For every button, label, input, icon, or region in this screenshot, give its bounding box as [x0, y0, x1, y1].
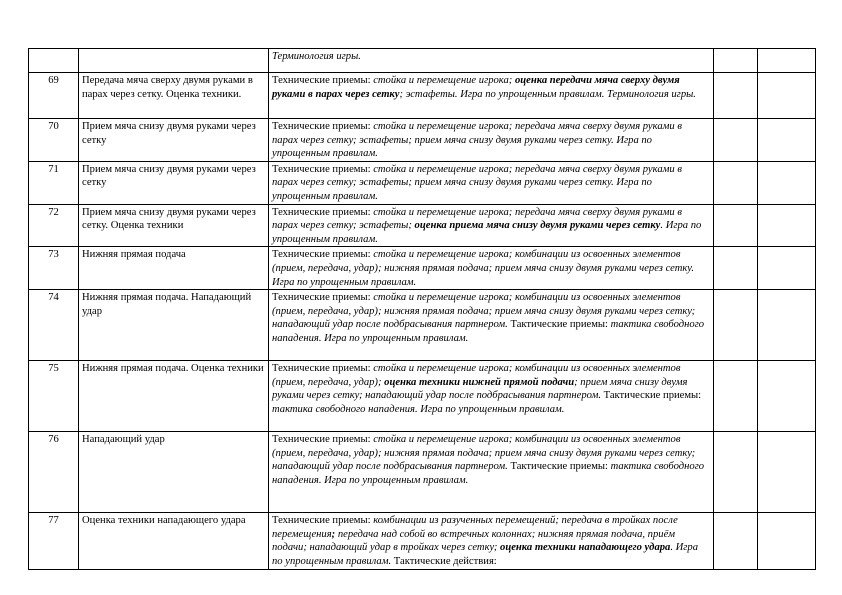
content-text-segment: Технические приемы:	[272, 163, 374, 175]
content-text-segment: . Игра по упрощенным правилам.	[272, 220, 702, 245]
lesson-number	[29, 49, 79, 73]
content-text-segment: Тактические приемы:	[603, 390, 702, 402]
content-text-segment: Технические приемы:	[272, 75, 374, 86]
lesson-plan-table	[28, 48, 816, 570]
lesson-content	[269, 290, 714, 361]
lesson-topic: Прием мяча снизу двумя руками через сетку. Оценка техники	[79, 204, 269, 247]
empty-cell	[714, 247, 758, 290]
table-row	[29, 290, 816, 361]
empty-cell	[758, 361, 816, 432]
lesson-content	[269, 432, 714, 513]
content-text-segment: стойка и перемещение игрока; комбинации из освоенных элементов (прием, передача, удар);	[272, 363, 681, 388]
content-text-segment: стойка и перемещение игрока; комбинации из освоенных элементов (прием, передача, удар); нижняя прямая подача; прием мяча снизу двумя руками через сетку. Игра по упрощенным правилам.	[272, 249, 694, 288]
content-text-segment: Технические приемы:	[272, 121, 374, 132]
content-text-segment: тактика свободного нападения. Игра по упрощенным правилам.	[272, 403, 565, 415]
lesson-number: 75	[29, 361, 79, 432]
table-row	[29, 432, 816, 513]
empty-cell	[714, 119, 758, 162]
content-text-segment: передача над собой во встречных колоннах; нижняя прямая подача, приём подачи; нападающий удар в тройках через сетку;	[272, 528, 676, 554]
empty-cell	[714, 513, 758, 570]
empty-cell	[758, 49, 816, 73]
content-text-segment: тактика свободного нападения. Игра по упрощенным правилам.	[272, 461, 705, 486]
document-page	[28, 48, 815, 570]
content-text-segment: ; прием мяча снизу двумя руками через сетку; нападающий удар после подбрасывания партнером.	[272, 376, 688, 402]
empty-cell	[758, 432, 816, 513]
lesson-content	[269, 161, 714, 204]
empty-cell	[758, 204, 816, 247]
lesson-topic: Нижняя прямая подача	[79, 247, 269, 290]
lesson-content	[269, 513, 714, 570]
content-text-segment: ; эстафеты. Игра по упрощенным правилам. Терминология игры.	[399, 88, 696, 100]
lesson-number: 72	[29, 204, 79, 247]
content-text-segment: ;	[331, 528, 338, 540]
empty-cell	[758, 513, 816, 570]
content-text-segment: Тактические действия:	[393, 555, 497, 567]
content-text-segment: стойка и перемещение игрока; передача мяча сверху двумя руками в парах через сетку; эстафеты; прием мяча снизу двумя руками через сетку. Игра по упрощенным правилам.	[272, 163, 682, 202]
empty-cell	[758, 247, 816, 290]
content-text-segment: Технические приемы:	[272, 206, 374, 218]
lesson-topic: Нападающий удар	[79, 432, 269, 513]
empty-cell	[758, 73, 816, 119]
empty-cell	[714, 361, 758, 432]
content-text-segment: оценка приема мяча снизу двумя руками через сетку	[414, 220, 661, 232]
content-text-segment: Технические приемы:	[272, 363, 374, 375]
content-text-segment: стойка и перемещение игрока; передача мяча сверху двумя руками в парах через сетку; эстафеты; прием мяча снизу двумя руками через сетку. Игра по упрощенным правилам.	[272, 121, 682, 160]
empty-cell	[758, 119, 816, 162]
content-text-segment: оценка передачи мяча сверху двумя руками в парах через сетку	[272, 75, 680, 100]
table-row	[29, 204, 816, 247]
empty-cell	[714, 49, 758, 73]
lesson-topic: Передача мяча сверху двумя руками в парах через сетку. Оценка техники.	[79, 73, 269, 119]
lesson-topic: Прием мяча снизу двумя руками через сетку	[79, 119, 269, 162]
lesson-topic: Нижняя прямая подача. Нападающий удар	[79, 290, 269, 361]
lesson-number: 71	[29, 161, 79, 204]
lesson-number: 70	[29, 119, 79, 162]
table-row	[29, 161, 816, 204]
table-row	[29, 513, 816, 570]
content-text-segment: Технические приемы:	[272, 292, 374, 304]
content-text-segment: стойка и перемещение игрока; комбинации из освоенных элементов (прием, передача, удар); нижняя прямая подача; прием мяча снизу двумя руками через сетку; нападающий удар после подбрасывания партнером.	[272, 434, 696, 473]
content-text-segment: Технические приемы:	[272, 515, 374, 527]
content-text-segment: Тактические приемы:	[510, 461, 611, 473]
lesson-content	[269, 247, 714, 290]
content-text-segment: комбинации из разученных перемещений; передача в тройках после перемещения	[272, 515, 678, 540]
empty-cell	[714, 290, 758, 361]
content-text-segment: тактика свободного нападения. Игра по упрощенным правилам.	[272, 319, 705, 344]
content-text-segment: стойка и перемещение игрока;	[373, 75, 515, 86]
table-row	[29, 247, 816, 290]
empty-cell	[714, 161, 758, 204]
empty-cell	[714, 432, 758, 513]
lesson-number: 73	[29, 247, 79, 290]
lesson-number: 74	[29, 290, 79, 361]
lesson-topic: Оценка техники нападающего удара	[79, 513, 269, 570]
empty-cell	[714, 73, 758, 119]
content-text-segment: Тактические приемы:	[510, 319, 611, 331]
lesson-number: 76	[29, 432, 79, 513]
content-text-segment: Технические приемы:	[272, 434, 374, 446]
lesson-number: 69	[29, 73, 79, 119]
content-text-segment: оценка техники нижней прямой подачи	[384, 376, 575, 388]
content-text-segment: Терминология игры.	[272, 51, 361, 62]
lesson-number: 77	[29, 513, 79, 570]
table-row	[29, 119, 816, 162]
lesson-content	[269, 361, 714, 432]
empty-cell	[714, 204, 758, 247]
lesson-topic: Прием мяча снизу двумя руками через сетку	[79, 161, 269, 204]
lesson-topic	[79, 49, 269, 73]
content-text-segment: оценка техники нападающего удара	[500, 542, 671, 554]
lesson-topic: Нижняя прямая подача. Оценка техники	[79, 361, 269, 432]
table-row	[29, 73, 816, 119]
content-text-segment: . Игра по упрощенным правилам.	[272, 542, 699, 567]
table-row	[29, 49, 816, 73]
content-text-segment: Технические приемы:	[272, 249, 374, 261]
empty-cell	[758, 161, 816, 204]
lesson-content	[269, 73, 714, 119]
content-text-segment: стойка и перемещение игрока; передача мяча сверху двумя руками в парах через сетку; эстафеты;	[272, 206, 682, 232]
lesson-content	[269, 49, 714, 73]
empty-cell	[758, 290, 816, 361]
lesson-content	[269, 204, 714, 247]
table-row	[29, 361, 816, 432]
content-text-segment: стойка и перемещение игрока; комбинации из освоенных элементов (прием, передача, удар); нижняя прямая подача; прием мяча снизу двумя руками через сетку; нападающий удар после подбрасывания партнером.	[272, 292, 696, 331]
lesson-content	[269, 119, 714, 162]
